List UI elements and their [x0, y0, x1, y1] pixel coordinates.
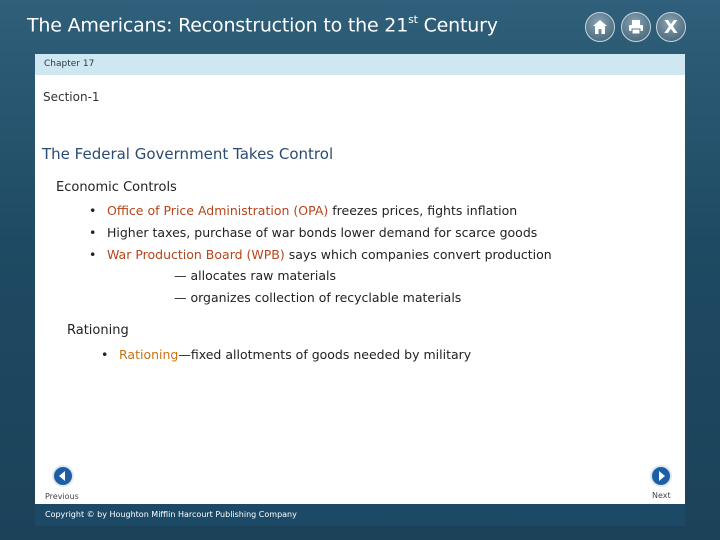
bullet-opa — [89, 203, 517, 218]
bullet-rationing-text: —fixed allotments of goods needed by military — [178, 347, 472, 362]
bullet-marker: • — [89, 225, 97, 240]
bullet-wpb-text: says which companies convert production — [284, 247, 552, 262]
next-label[interactable]: Next — [652, 491, 671, 500]
economic-controls-title: Economic Controls — [56, 180, 177, 195]
footer — [35, 504, 685, 526]
home-button[interactable] — [585, 12, 615, 42]
chapter-label: Chapter 17 — [44, 59, 95, 69]
bullet-marker: • — [89, 247, 97, 262]
arrow-right-icon — [655, 470, 667, 482]
bullet-wpb — [89, 247, 552, 262]
bullet-rationing — [101, 347, 471, 362]
previous-button[interactable] — [52, 465, 74, 487]
dash-item-recyclables: — organizes collection of recyclable materials — [174, 290, 462, 305]
title-main: The Americans: Reconstruction to the 21 — [27, 14, 409, 37]
term-opa: Office of Price Administration (OPA) — [107, 203, 329, 218]
section-label: Section-1 — [43, 90, 100, 104]
bullet-taxes-text: Higher taxes, purchase of war bonds lower demand for scarce goods — [107, 225, 538, 240]
title-superscript: st — [408, 13, 418, 26]
next-button[interactable] — [650, 465, 672, 487]
bullet-opa-text: freezes prices, fights inflation — [328, 203, 518, 218]
chapter-bar — [35, 54, 685, 75]
bullet-marker: • — [89, 203, 97, 218]
rationing-title: Rationing — [67, 323, 129, 338]
home-icon — [591, 18, 609, 36]
slide-content — [35, 75, 685, 504]
print-icon — [627, 18, 645, 36]
term-rationing: Rationing — [119, 347, 179, 362]
dash-item-raw-materials: — allocates raw materials — [174, 268, 337, 283]
copyright-text: Copyright © by Houghton Mifflin Harcourt Publishing Company — [45, 510, 297, 519]
print-button[interactable] — [621, 12, 651, 42]
bullet-taxes — [89, 225, 537, 240]
slide-heading: The Federal Government Takes Control — [42, 145, 334, 163]
title-end: Century — [417, 14, 498, 37]
arrow-left-icon — [57, 470, 69, 482]
bullet-marker: • — [101, 347, 109, 362]
term-wpb: War Production Board (WPB) — [107, 247, 285, 262]
close-icon: X — [664, 16, 678, 38]
app-title — [27, 14, 498, 36]
close-button[interactable] — [656, 12, 686, 42]
previous-label[interactable]: Previous — [45, 492, 79, 501]
